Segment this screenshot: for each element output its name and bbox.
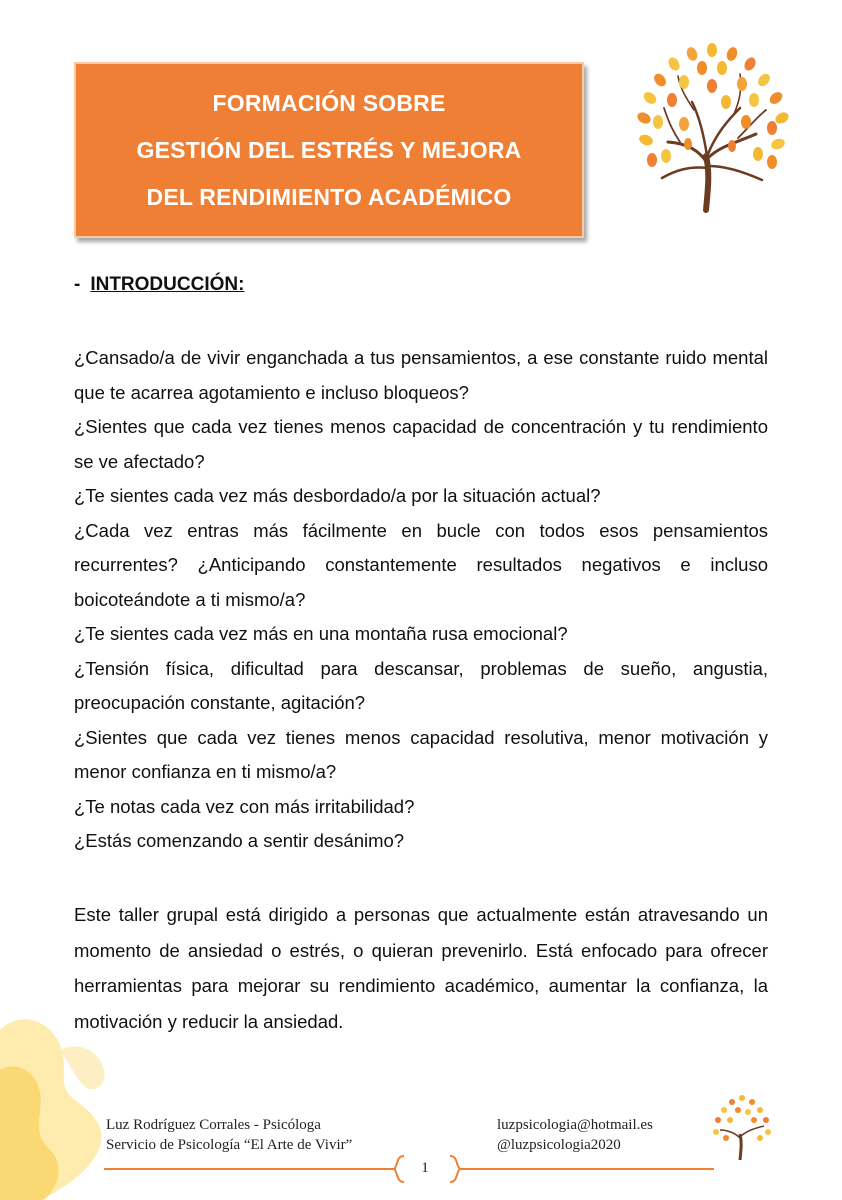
footer-divider [104,1152,714,1186]
heading-dash: - [74,274,81,295]
footer-contact-right [497,1115,653,1155]
title-line-3: DEL RENDIMIENTO ACADÉMICO [146,183,512,210]
footer-service: Servicio de Psicología “El Arte de Vivir” [106,1137,353,1153]
page-number: 1 [421,1160,429,1176]
description-paragraph: Este taller grupal está dirigido a personas que actualmente están atravesando un momento de ansiedad o estrés, o quieran prevenirlo. Está enfocado para ofrecer herramientas para mejorar su rendimiento académico, aumentar la confianza, la motivación y reducir la ansiedad. [74,904,768,1032]
question-item: ¿Estás comenzando a sentir desánimo? [74,830,405,851]
title-banner [74,62,584,238]
title-line-1: FORMACIÓN SOBRE [212,89,446,116]
section-heading [74,274,244,296]
autumn-tree-icon-small [706,1090,778,1162]
heading-label: INTRODUCCIÓN: [90,274,245,295]
question-item: ¿Cansado/a de vivir enganchada a tus pensamientos, a ese constante ruido mental que te acarrea agotamiento e incluso bloqueos? [74,347,768,403]
title-line-2: GESTIÓN DEL ESTRÉS Y MEJORA [136,136,522,163]
question-item: ¿Cada vez entras más fácilmente en bucle con todos esos pensamientos recurrentes? ¿Anticipando constantemente resultados negativos e incluso boicoteándote a ti mismo/a? [74,519,768,610]
question-item: ¿Sientes que cada vez tienes menos capacidad de concentración y tu rendimiento se ve afectado? [74,416,768,472]
question-item: ¿Tensión física, dificultad para descansar, problemas de sueño, angustia, preocupación constante, agitación? [74,657,768,713]
question-item: ¿Te sientes cada vez más en una montaña rusa emocional? [74,623,568,644]
question-item: ¿Te notas cada vez con más irritabilidad? [74,795,415,817]
footer-contact-left [106,1115,352,1155]
footer-handle[interactable]: @luzpsicologia2020 [497,1137,621,1153]
footer-email[interactable]: luzpsicologia@hotmail.es [497,1117,653,1133]
question-item: ¿Sientes que cada vez tienes menos capacidad resolutiva, menor motivación y menor confianza en ti mismo/a? [74,726,768,782]
footer-author: Luz Rodríguez Corrales - Psicóloga [106,1117,321,1133]
question-item: ¿Te sientes cada vez más desbordado/a por la situación actual? [74,485,601,506]
autumn-tree-icon [628,38,798,218]
question-list [74,341,768,859]
